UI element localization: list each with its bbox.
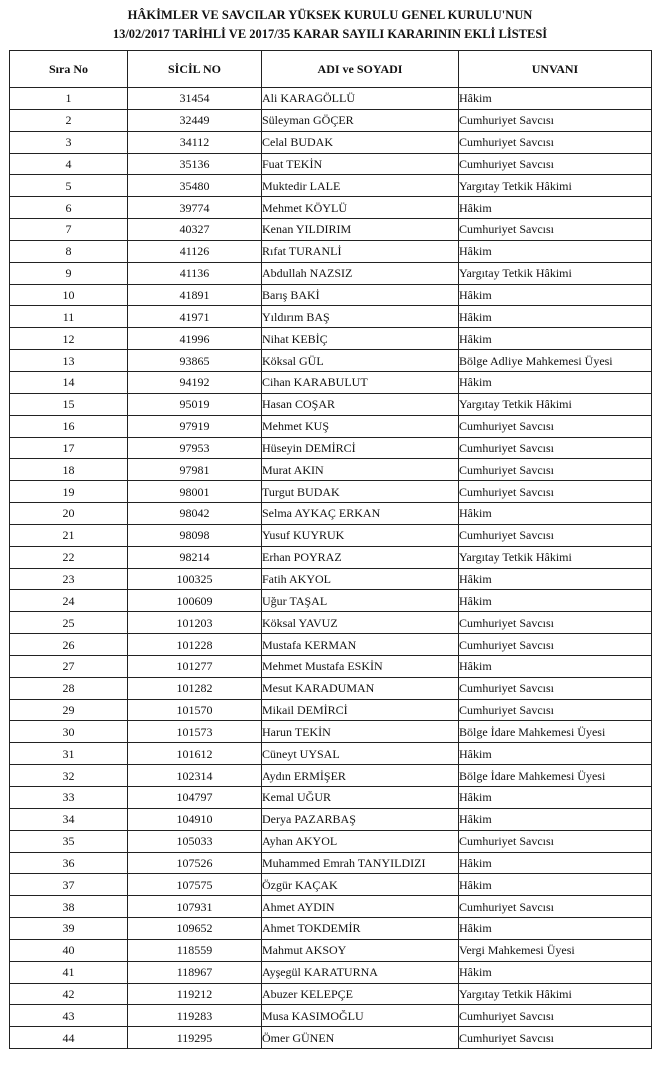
row-adi-soyadi: Ali KARAGÖLLÜ [262, 88, 459, 110]
row-adi-soyadi: Uğur TAŞAL [262, 590, 459, 612]
row-adi-soyadi: Yusuf KUYRUK [262, 524, 459, 546]
row-adi-soyadi: Mikail DEMİRCİ [262, 699, 459, 721]
column-header-sicil-no: SİCİL NO [128, 51, 262, 88]
row-sira-no: 32 [10, 765, 128, 787]
row-sicil-no: 107931 [128, 896, 262, 918]
row-unvani: Cumhuriyet Savcısı [459, 1027, 652, 1049]
row-sira-no: 12 [10, 328, 128, 350]
row-sicil-no: 41996 [128, 328, 262, 350]
row-unvani: Cumhuriyet Savcısı [459, 634, 652, 656]
row-sira-no: 41 [10, 961, 128, 983]
table-header-row [10, 51, 652, 88]
table-row [10, 219, 652, 241]
row-sicil-no: 101573 [128, 721, 262, 743]
row-unvani: Hâkim [459, 284, 652, 306]
row-unvani: Cumhuriyet Savcısı [459, 896, 652, 918]
table-row [10, 983, 652, 1005]
table-row [10, 655, 652, 677]
row-unvani: Hâkim [459, 197, 652, 219]
row-unvani: Hâkim [459, 787, 652, 809]
row-unvani: Vergi Mahkemesi Üyesi [459, 939, 652, 961]
table-row [10, 699, 652, 721]
row-sicil-no: 98042 [128, 503, 262, 525]
row-sicil-no: 34112 [128, 131, 262, 153]
header-line-1: HÂKİMLER VE SAVCILAR YÜKSEK KURULU GENEL KURULU'NUN [127, 8, 533, 22]
table-row [10, 262, 652, 284]
row-sicil-no: 101570 [128, 699, 262, 721]
table-row [10, 939, 652, 961]
row-sira-no: 33 [10, 787, 128, 809]
row-sira-no: 16 [10, 415, 128, 437]
table-row [10, 961, 652, 983]
row-sira-no: 11 [10, 306, 128, 328]
row-adi-soyadi: Özgür KAÇAK [262, 874, 459, 896]
row-sicil-no: 97981 [128, 459, 262, 481]
row-sicil-no: 98098 [128, 524, 262, 546]
row-sira-no: 19 [10, 481, 128, 503]
row-unvani: Yargıtay Tetkik Hâkimi [459, 393, 652, 415]
row-adi-soyadi: Mehmet KUŞ [262, 415, 459, 437]
row-unvani: Hâkim [459, 918, 652, 940]
row-sira-no: 31 [10, 743, 128, 765]
row-sicil-no: 97919 [128, 415, 262, 437]
row-sira-no: 21 [10, 524, 128, 546]
row-sira-no: 8 [10, 240, 128, 262]
row-unvani: Yargıtay Tetkik Hâkimi [459, 175, 652, 197]
row-unvani: Hâkim [459, 328, 652, 350]
row-adi-soyadi: Köksal GÜL [262, 350, 459, 372]
row-sicil-no: 101282 [128, 677, 262, 699]
table-body [10, 88, 652, 1049]
table-row [10, 175, 652, 197]
row-adi-soyadi: Mesut KARADUMAN [262, 677, 459, 699]
row-sicil-no: 104910 [128, 808, 262, 830]
row-sicil-no: 39774 [128, 197, 262, 219]
row-sira-no: 4 [10, 153, 128, 175]
row-adi-soyadi: Cihan KARABULUT [262, 371, 459, 393]
row-sicil-no: 109652 [128, 918, 262, 940]
row-sicil-no: 118967 [128, 961, 262, 983]
row-sira-no: 27 [10, 655, 128, 677]
table-row [10, 808, 652, 830]
row-sira-no: 6 [10, 197, 128, 219]
row-sicil-no: 95019 [128, 393, 262, 415]
table-row [10, 1027, 652, 1049]
row-sicil-no: 32449 [128, 109, 262, 131]
row-unvani: Cumhuriyet Savcısı [459, 612, 652, 634]
row-adi-soyadi: Ömer GÜNEN [262, 1027, 459, 1049]
row-sira-no: 35 [10, 830, 128, 852]
row-sicil-no: 35136 [128, 153, 262, 175]
row-adi-soyadi: Mehmet KÖYLÜ [262, 197, 459, 219]
table-row [10, 634, 652, 656]
row-sicil-no: 98214 [128, 546, 262, 568]
row-sicil-no: 97953 [128, 437, 262, 459]
row-sira-no: 37 [10, 874, 128, 896]
row-sira-no: 24 [10, 590, 128, 612]
row-adi-soyadi: Selma AYKAÇ ERKAN [262, 503, 459, 525]
row-sicil-no: 107575 [128, 874, 262, 896]
table-row [10, 153, 652, 175]
table-row [10, 787, 652, 809]
row-adi-soyadi: Süleyman GÖÇER [262, 109, 459, 131]
row-sira-no: 43 [10, 1005, 128, 1027]
row-adi-soyadi: Muktedir LALE [262, 175, 459, 197]
table-row [10, 896, 652, 918]
row-sicil-no: 101277 [128, 655, 262, 677]
table-row [10, 481, 652, 503]
table-row [10, 306, 652, 328]
table-row [10, 524, 652, 546]
row-sicil-no: 101203 [128, 612, 262, 634]
table-row [10, 393, 652, 415]
row-unvani: Cumhuriyet Savcısı [459, 459, 652, 481]
row-unvani: Bölge İdare Mahkemesi Üyesi [459, 765, 652, 787]
row-unvani: Cumhuriyet Savcısı [459, 109, 652, 131]
row-sira-no: 17 [10, 437, 128, 459]
row-unvani: Hâkim [459, 88, 652, 110]
column-header-adi-soyadi: ADI ve SOYADI [262, 51, 459, 88]
row-adi-soyadi: Erhan POYRAZ [262, 546, 459, 568]
row-sicil-no: 40327 [128, 219, 262, 241]
row-unvani: Yargıtay Tetkik Hâkimi [459, 546, 652, 568]
row-sira-no: 38 [10, 896, 128, 918]
row-sira-no: 26 [10, 634, 128, 656]
row-adi-soyadi: Yıldırım BAŞ [262, 306, 459, 328]
table-row [10, 852, 652, 874]
table-row [10, 415, 652, 437]
row-adi-soyadi: Aydın ERMİŞER [262, 765, 459, 787]
row-adi-soyadi: Ayşegül KARATURNA [262, 961, 459, 983]
row-sira-no: 39 [10, 918, 128, 940]
table-row [10, 350, 652, 372]
row-adi-soyadi: Kenan YILDIRIM [262, 219, 459, 241]
row-adi-soyadi: Köksal YAVUZ [262, 612, 459, 634]
row-sicil-no: 119212 [128, 983, 262, 1005]
table-row [10, 197, 652, 219]
row-sira-no: 10 [10, 284, 128, 306]
table-row [10, 721, 652, 743]
row-unvani: Hâkim [459, 655, 652, 677]
row-sira-no: 15 [10, 393, 128, 415]
row-unvani: Hâkim [459, 568, 652, 590]
row-sira-no: 23 [10, 568, 128, 590]
row-unvani: Hâkim [459, 852, 652, 874]
row-sicil-no: 41891 [128, 284, 262, 306]
row-adi-soyadi: Harun TEKİN [262, 721, 459, 743]
row-adi-soyadi: Fuat TEKİN [262, 153, 459, 175]
row-sira-no: 14 [10, 371, 128, 393]
row-sira-no: 22 [10, 546, 128, 568]
row-unvani: Hâkim [459, 590, 652, 612]
row-sicil-no: 98001 [128, 481, 262, 503]
row-sira-no: 13 [10, 350, 128, 372]
row-sicil-no: 41136 [128, 262, 262, 284]
row-sicil-no: 102314 [128, 765, 262, 787]
row-sira-no: 25 [10, 612, 128, 634]
row-sira-no: 2 [10, 109, 128, 131]
row-unvani: Cumhuriyet Savcısı [459, 699, 652, 721]
row-adi-soyadi: Rıfat TURANLİ [262, 240, 459, 262]
table-row [10, 371, 652, 393]
row-unvani: Hâkim [459, 371, 652, 393]
row-sira-no: 1 [10, 88, 128, 110]
row-unvani: Cumhuriyet Savcısı [459, 524, 652, 546]
column-header-sira-no: Sıra No [10, 51, 128, 88]
row-unvani: Cumhuriyet Savcısı [459, 830, 652, 852]
row-unvani: Cumhuriyet Savcısı [459, 481, 652, 503]
row-sicil-no: 94192 [128, 371, 262, 393]
row-unvani: Yargıtay Tetkik Hâkimi [459, 262, 652, 284]
row-adi-soyadi: Ahmet TOKDEMİR [262, 918, 459, 940]
row-sira-no: 3 [10, 131, 128, 153]
row-sicil-no: 41971 [128, 306, 262, 328]
row-adi-soyadi: Hüseyin DEMİRCİ [262, 437, 459, 459]
row-sira-no: 36 [10, 852, 128, 874]
row-adi-soyadi: Barış BAKİ [262, 284, 459, 306]
table-row [10, 568, 652, 590]
row-adi-soyadi: Kemal UĞUR [262, 787, 459, 809]
row-sira-no: 44 [10, 1027, 128, 1049]
row-sira-no: 18 [10, 459, 128, 481]
row-unvani: Bölge İdare Mahkemesi Üyesi [459, 721, 652, 743]
row-unvani: Hâkim [459, 874, 652, 896]
row-sicil-no: 35480 [128, 175, 262, 197]
row-unvani: Hâkim [459, 306, 652, 328]
row-sira-no: 34 [10, 808, 128, 830]
row-unvani: Hâkim [459, 808, 652, 830]
row-adi-soyadi: Derya PAZARBAŞ [262, 808, 459, 830]
row-sira-no: 28 [10, 677, 128, 699]
table-row [10, 830, 652, 852]
column-header-unvani: UNVANI [459, 51, 652, 88]
document-header [9, 6, 651, 44]
row-adi-soyadi: Mahmut AKSOY [262, 939, 459, 961]
table-row [10, 743, 652, 765]
row-sira-no: 30 [10, 721, 128, 743]
row-sira-no: 29 [10, 699, 128, 721]
table-row [10, 88, 652, 110]
table-row [10, 612, 652, 634]
row-unvani: Yargıtay Tetkik Hâkimi [459, 983, 652, 1005]
row-sicil-no: 118559 [128, 939, 262, 961]
table-row [10, 918, 652, 940]
row-adi-soyadi: Nihat KEBİÇ [262, 328, 459, 350]
row-adi-soyadi: Celal BUDAK [262, 131, 459, 153]
row-sira-no: 40 [10, 939, 128, 961]
table-row [10, 131, 652, 153]
row-adi-soyadi: Muhammed Emrah TANYILDIZI [262, 852, 459, 874]
row-adi-soyadi: Abuzer KELEPÇE [262, 983, 459, 1005]
row-adi-soyadi: Mustafa KERMAN [262, 634, 459, 656]
row-unvani: Cumhuriyet Savcısı [459, 131, 652, 153]
header-line-2: 13/02/2017 TARİHLİ VE 2017/35 KARAR SAYILI KARARININ EKLİ LİSTESİ [112, 27, 548, 41]
row-unvani: Bölge Adliye Mahkemesi Üyesi [459, 350, 652, 372]
table-row [10, 503, 652, 525]
row-sira-no: 20 [10, 503, 128, 525]
table-row [10, 437, 652, 459]
row-sicil-no: 41126 [128, 240, 262, 262]
row-adi-soyadi: Hasan COŞAR [262, 393, 459, 415]
table-row [10, 1005, 652, 1027]
row-sira-no: 5 [10, 175, 128, 197]
row-unvani: Cumhuriyet Savcısı [459, 219, 652, 241]
row-adi-soyadi: Ayhan AKYOL [262, 830, 459, 852]
row-sicil-no: 31454 [128, 88, 262, 110]
row-adi-soyadi: Musa KASIMOĞLU [262, 1005, 459, 1027]
row-sicil-no: 104797 [128, 787, 262, 809]
table-row [10, 459, 652, 481]
row-unvani: Cumhuriyet Savcısı [459, 677, 652, 699]
table-row [10, 240, 652, 262]
personnel-table [9, 50, 652, 1049]
row-unvani: Cumhuriyet Savcısı [459, 153, 652, 175]
row-sicil-no: 100325 [128, 568, 262, 590]
row-adi-soyadi: Abdullah NAZSIZ [262, 262, 459, 284]
row-sicil-no: 119283 [128, 1005, 262, 1027]
row-adi-soyadi: Fatih AKYOL [262, 568, 459, 590]
row-unvani: Cumhuriyet Savcısı [459, 437, 652, 459]
table-row [10, 284, 652, 306]
row-adi-soyadi: Murat AKIN [262, 459, 459, 481]
row-unvani: Hâkim [459, 240, 652, 262]
row-sira-no: 9 [10, 262, 128, 284]
row-adi-soyadi: Mehmet Mustafa ESKİN [262, 655, 459, 677]
table-row [10, 109, 652, 131]
row-sicil-no: 101228 [128, 634, 262, 656]
table-row [10, 765, 652, 787]
table-row [10, 546, 652, 568]
row-unvani: Hâkim [459, 503, 652, 525]
row-adi-soyadi: Cüneyt UYSAL [262, 743, 459, 765]
row-sicil-no: 93865 [128, 350, 262, 372]
row-sicil-no: 107526 [128, 852, 262, 874]
table-row [10, 874, 652, 896]
row-sira-no: 7 [10, 219, 128, 241]
row-adi-soyadi: Turgut BUDAK [262, 481, 459, 503]
row-sicil-no: 101612 [128, 743, 262, 765]
row-sicil-no: 105033 [128, 830, 262, 852]
row-unvani: Cumhuriyet Savcısı [459, 415, 652, 437]
row-sira-no: 42 [10, 983, 128, 1005]
row-unvani: Hâkim [459, 743, 652, 765]
row-sicil-no: 100609 [128, 590, 262, 612]
row-adi-soyadi: Ahmet AYDIN [262, 896, 459, 918]
row-unvani: Hâkim [459, 961, 652, 983]
table-row [10, 590, 652, 612]
row-sicil-no: 119295 [128, 1027, 262, 1049]
table-row [10, 677, 652, 699]
table-row [10, 328, 652, 350]
row-unvani: Cumhuriyet Savcısı [459, 1005, 652, 1027]
